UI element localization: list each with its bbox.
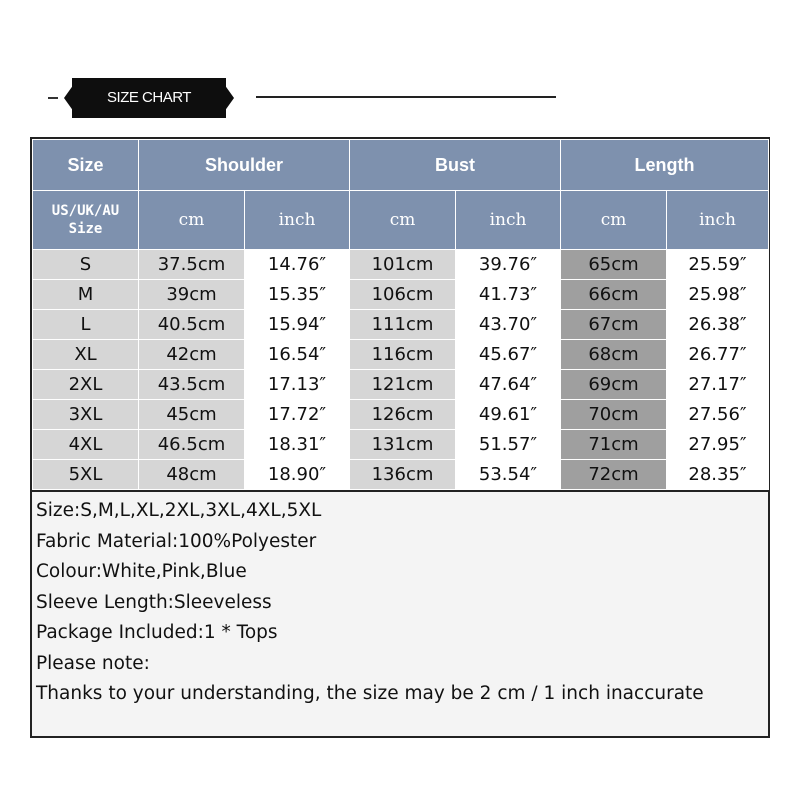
header-shoulder: Shoulder [139,140,350,191]
note-line: Thanks to your understanding, the size may be 2 cm / 1 inch inaccurate [36,683,704,704]
cell-bust-cm: 131cm [350,430,456,460]
cell-bust-cm: 136cm [350,460,456,490]
header-shoulder-cm: cm [139,191,245,250]
size-chart-banner [44,78,564,118]
cell-bust-inch: 53.54″ [456,460,561,490]
cell-shoulder-inch: 18.90″ [245,460,350,490]
size-chart-table-frame [30,137,770,738]
cell-bust-cm: 111cm [350,310,456,340]
cell-length-cm: 71cm [561,430,667,460]
cell-shoulder-cm: 39cm [139,280,245,310]
cell-size: XL [33,340,139,370]
cell-bust-inch: 49.61″ [456,400,561,430]
header-size-region-line1: US/UK/AU [51,203,120,219]
cell-bust-cm: 116cm [350,340,456,370]
cell-shoulder-cm: 48cm [139,460,245,490]
cell-shoulder-cm: 40.5cm [139,310,245,340]
banner-title: SIZE CHART [72,78,226,118]
header-size-region [33,191,139,250]
header-size: Size [33,140,139,191]
note-line: Sleeve Length:Sleeveless [36,591,272,613]
table-row [33,400,769,430]
header-shoulder-inch: inch [245,191,350,250]
unit-header-row [33,191,769,250]
cell-bust-inch: 51.57″ [456,430,561,460]
cell-bust-inch: 39.76″ [456,250,561,280]
header-bust: Bust [350,140,561,191]
header-length-cm: cm [561,191,667,250]
cell-length-inch: 26.38″ [667,310,769,340]
size-chart-table [32,139,769,490]
cell-shoulder-inch: 17.13″ [245,370,350,400]
cell-bust-inch: 45.67″ [456,340,561,370]
cell-length-inch: 27.17″ [667,370,769,400]
cell-shoulder-cm: 46.5cm [139,430,245,460]
size-rows [33,250,769,490]
note-line: Please note: [36,652,150,674]
table-row [33,430,769,460]
note-line: Package Included:1 * Tops [36,622,278,643]
cell-shoulder-inch: 14.76″ [245,250,350,280]
cell-length-cm: 69cm [561,370,667,400]
cell-bust-inch: 41.73″ [456,280,561,310]
note-line: Colour:White,Pink,Blue [36,561,247,582]
cell-length-inch: 25.98″ [667,280,769,310]
cell-size: S [33,250,139,280]
cell-shoulder-cm: 42cm [139,340,245,370]
cell-size: 5XL [33,460,139,490]
cell-length-cm: 66cm [561,280,667,310]
table-row [33,310,769,340]
cell-shoulder-cm: 45cm [139,400,245,430]
header-length: Length [561,140,769,191]
cell-length-cm: 72cm [561,460,667,490]
cell-bust-cm: 106cm [350,280,456,310]
cell-shoulder-cm: 43.5cm [139,370,245,400]
table-row [33,340,769,370]
cell-length-inch: 27.56″ [667,400,769,430]
note-line: Size:S,M,L,XL,2XL,3XL,4XL,5XL [36,500,322,521]
header-bust-cm: cm [350,191,456,250]
group-header-row [33,140,769,191]
cell-length-cm: 70cm [561,400,667,430]
cell-shoulder-inch: 15.35″ [245,280,350,310]
table-row [33,280,769,310]
cell-size: L [33,310,139,340]
cell-bust-inch: 47.64″ [456,370,561,400]
cell-shoulder-cm: 37.5cm [139,250,245,280]
cell-shoulder-inch: 15.94″ [245,310,350,340]
cell-bust-inch: 43.70″ [456,310,561,340]
cell-bust-cm: 121cm [350,370,456,400]
header-length-inch: inch [667,191,769,250]
banner-ribbon-tail-right [224,84,234,112]
table-row [33,250,769,280]
note-line: Fabric Material:100%Polyester [36,530,317,552]
cell-shoulder-inch: 16.54″ [245,340,350,370]
header-bust-inch: inch [456,191,561,250]
cell-length-cm: 68cm [561,340,667,370]
cell-size: M [33,280,139,310]
cell-length-inch: 28.35″ [667,460,769,490]
cell-length-cm: 67cm [561,310,667,340]
product-notes [32,490,768,736]
cell-size: 2XL [33,370,139,400]
cell-length-cm: 65cm [561,250,667,280]
table-row [33,370,769,400]
cell-length-inch: 26.77″ [667,340,769,370]
cell-bust-cm: 101cm [350,250,456,280]
cell-bust-cm: 126cm [350,400,456,430]
banner-right-line [256,96,556,98]
cell-size: 3XL [33,400,139,430]
banner-left-line [48,97,58,99]
cell-size: 4XL [33,430,139,460]
cell-length-inch: 27.95″ [667,430,769,460]
cell-shoulder-inch: 18.31″ [245,430,350,460]
table-row [33,460,769,490]
cell-length-inch: 25.59″ [667,250,769,280]
header-size-region-line2: Size [68,221,103,237]
cell-shoulder-inch: 17.72″ [245,400,350,430]
